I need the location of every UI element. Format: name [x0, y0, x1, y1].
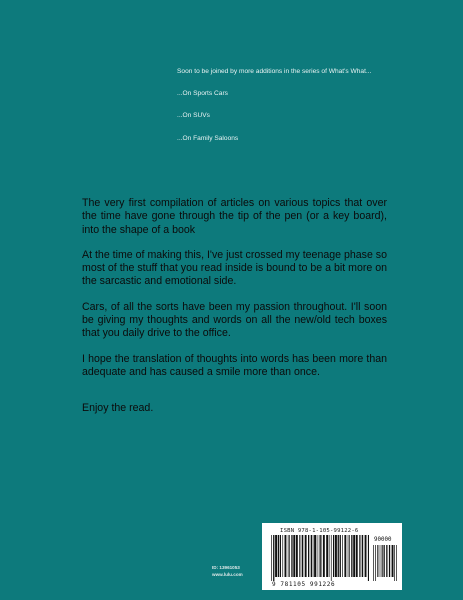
publisher-id: ID: 13961053: [212, 565, 240, 570]
barcode-bar: [313, 535, 314, 577]
barcode-bar: [282, 535, 283, 577]
back-cover-blurb: [82, 197, 387, 428]
publisher-url: www.lulu.com: [212, 572, 243, 577]
barcode-bar: [373, 545, 374, 581]
barcode-bar: [314, 535, 316, 577]
barcode-bar: [365, 535, 367, 577]
barcode-bar: [289, 535, 290, 577]
barcode-bar: [320, 535, 321, 577]
barcode-addon-number: 90000: [374, 537, 392, 543]
barcode-bar: [285, 535, 287, 577]
barcode-bar: [278, 535, 279, 577]
barcode-bar: [301, 535, 302, 577]
blurb-paragraph: Cars, of all the sorts have been my passion throughout. I'll soon be giving my thoughts and words on all the new/old tech boxes that you daily drive to the office.: [82, 300, 387, 340]
barcode-bar: [379, 545, 380, 577]
series-intro: Soon to be joined by more additions in the series of What's What...: [177, 68, 372, 75]
barcode-bar: [342, 535, 343, 577]
barcode-bar: [311, 535, 312, 577]
barcode-addon-bars: [373, 545, 399, 581]
barcode-bar: [381, 545, 382, 577]
series-item-sports-cars: ...On Sports Cars: [177, 89, 228, 97]
barcode-bar: [326, 535, 328, 577]
series-item-suvs: ...On SUVs: [177, 112, 210, 119]
barcode-bar: [329, 535, 330, 577]
barcode-bar: [359, 535, 360, 577]
publisher-info: [212, 564, 243, 578]
blurb-paragraph: I hope the translation of thoughts into words has been more than adequate and has caused a smile more than once.: [82, 352, 387, 378]
barcode-bar: [353, 535, 355, 577]
blurb-paragraph: At the time of making this, I've just crossed my teenage phase so most of the stuff that you read inside is bound to be a bit more on the sarcastic and emotional side.: [82, 248, 387, 288]
barcode-bar: [280, 535, 281, 577]
barcode-bar: [382, 545, 383, 577]
barcode-bar: [351, 535, 352, 577]
barcode-bar: [386, 545, 387, 577]
barcode-bar: [392, 545, 394, 577]
barcode-bar: [368, 535, 369, 581]
blurb-closing: Enjoy the read.: [82, 402, 154, 415]
barcode-bar: [288, 535, 289, 577]
barcode-bar: [305, 535, 307, 577]
barcode-bar: [323, 535, 325, 577]
isbn-barcode: [262, 523, 402, 590]
barcode-bar: [348, 535, 349, 577]
barcode-bar: [271, 535, 272, 581]
barcode-bar: [308, 535, 309, 577]
barcode-bar: [291, 535, 292, 577]
barcode-bar: [296, 535, 298, 577]
barcode-bar: [333, 535, 334, 577]
barcode-bar: [338, 535, 339, 577]
barcode-bar: [319, 535, 320, 577]
barcode-bar: [362, 535, 363, 577]
series-item-family-saloons: ...On Family Saloons: [177, 134, 239, 142]
series-note: [177, 67, 382, 156]
barcode-bar: [396, 545, 397, 581]
barcode-bar: [302, 535, 303, 577]
barcode-bar: [377, 545, 378, 577]
isbn-label: ISBN 978-1-105-99122-6: [280, 528, 359, 534]
barcode-bar: [293, 535, 295, 577]
barcode-bar: [384, 545, 385, 577]
barcode-bar: [344, 535, 346, 577]
barcode-bar: [389, 545, 390, 577]
barcode-bar: [275, 535, 277, 577]
barcode-bar: [335, 535, 337, 577]
barcode-bar: [299, 535, 300, 577]
barcode-digits: 9 781105 991226: [272, 581, 336, 588]
barcode-bars: [271, 535, 369, 581]
blurb-paragraph: The very first compilation of articles on various topics that over the time have gone through the tip of the pen (or a key board), into the shape of a book: [82, 197, 387, 236]
barcode-bar: [331, 535, 332, 581]
barcode-bar: [317, 535, 318, 577]
barcode-bar: [349, 535, 350, 577]
barcode-bar: [273, 535, 274, 581]
barcode-bar: [394, 545, 395, 581]
barcode-bar: [340, 535, 341, 577]
barcode-bar: [361, 535, 362, 577]
barcode-bar: [375, 545, 376, 581]
barcode-bar: [356, 535, 358, 577]
